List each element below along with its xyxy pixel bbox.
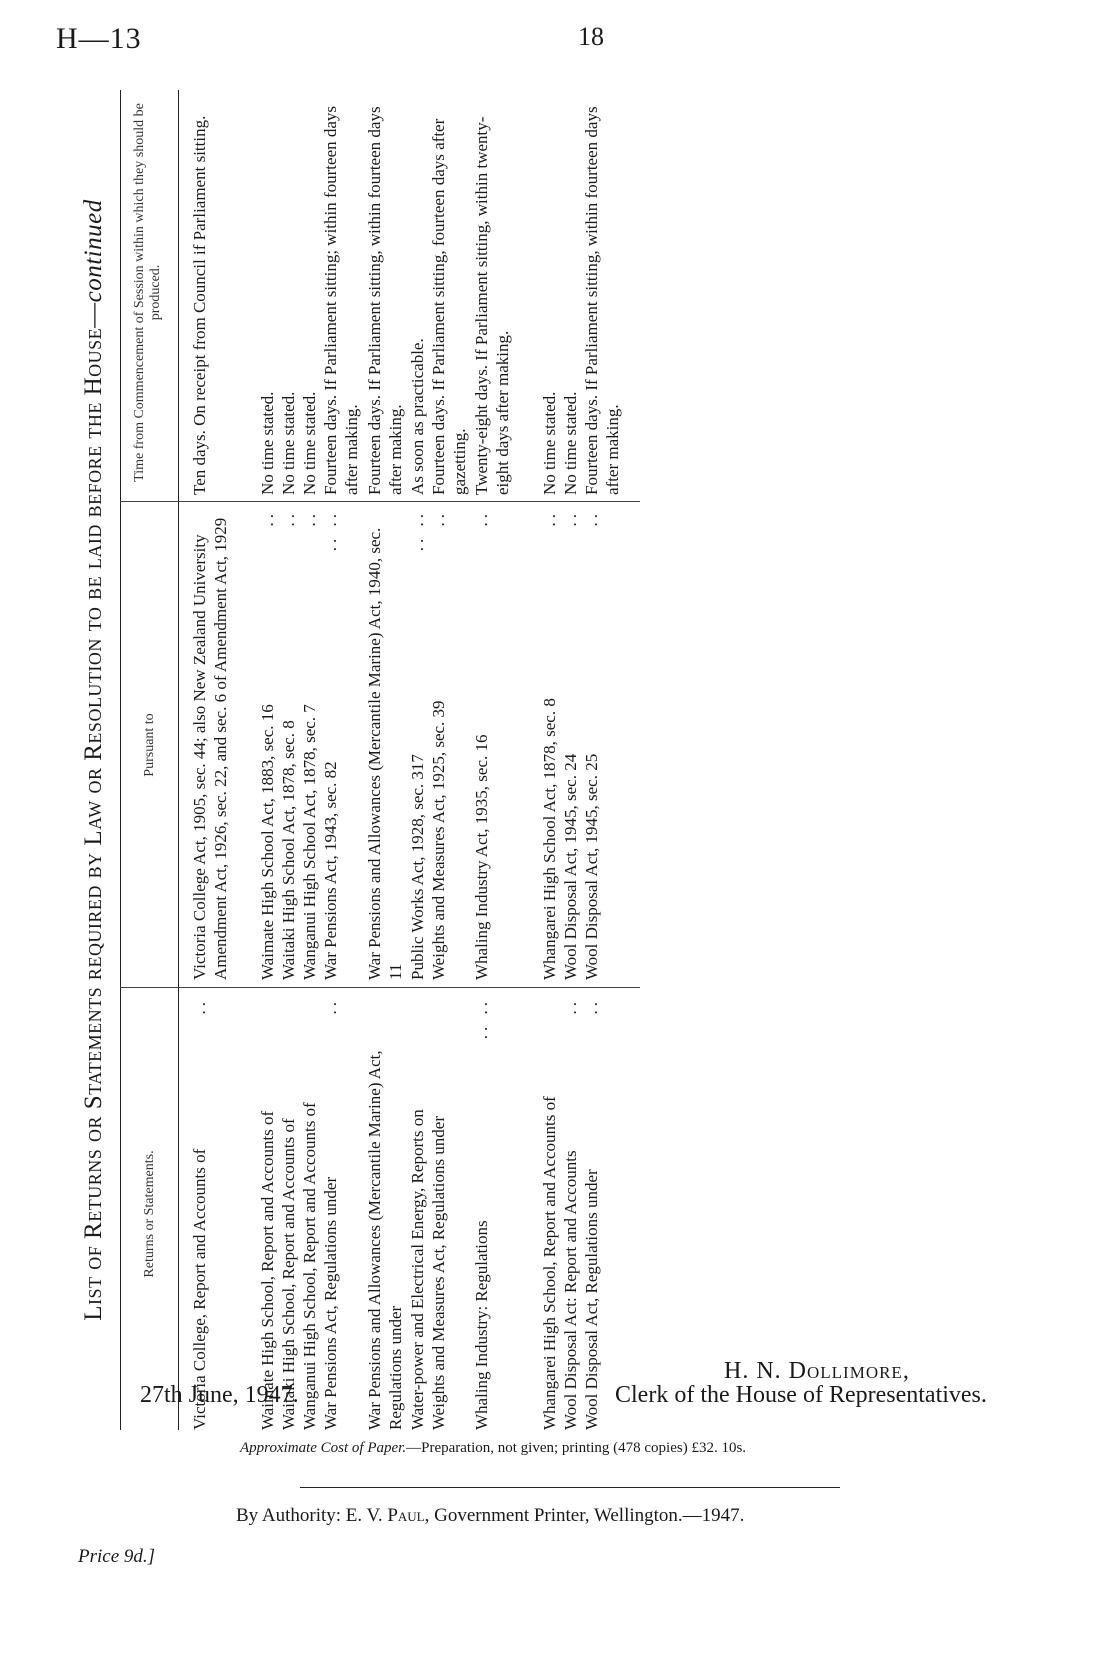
returns-cell: Waimate High School, Report and Accounts of — [258, 1110, 277, 1430]
pursuant-cell: Wool Disposal Act, 1945, sec. 25 .. — [582, 510, 601, 980]
page-number: 18 — [578, 22, 604, 51]
time-cell: Fourteen days. If Parliament sitting; within fourteen days after making. — [321, 105, 361, 495]
returns-cell: Victoria College, Report and Accounts of .. — [190, 998, 209, 1430]
header-bottom-rule — [178, 90, 179, 1430]
pursuant-cell: War Pensions and Allowances (Mercantile Marine) Act, 1940, sec. 11 — [365, 527, 405, 980]
pursuant-cell: Waimate High School Act, 1883, sec. 16 .. — [258, 510, 277, 980]
table-title: List of Returns or Statements required by Law or Resolution to be laid before the House—continued — [80, 199, 107, 1321]
col-header-time: Time from Commencement of Session within which they should be produced. — [132, 103, 163, 482]
document-date: 27th June, 1947. — [140, 1382, 299, 1408]
pursuant-cell: Whangarei High School Act, 1878, sec. 8 .. — [540, 510, 559, 980]
time-cell: As soon as practicable. — [408, 338, 427, 495]
returns-cell: Whaling Industry: Regulations .. .. — [472, 998, 491, 1430]
column-divider — [120, 501, 640, 502]
cost-note: Approximate Cost of Paper.—Preparation, not given; printing (478 copies) £32. 10s. — [240, 1440, 747, 1456]
pursuant-cell: Victoria College Act, 1905, sec. 44; also New Zealand University Amendment Act, 1926, sec. 22, and sec. 6 of Amendment Act, 1929 — [190, 517, 230, 980]
returns-cell: Wool Disposal Act: Report and Accounts .. — [561, 998, 580, 1430]
time-cell: No time stated. — [540, 391, 559, 495]
returns-cell: War Pensions Act, Regulations under .. — [321, 998, 340, 1430]
time-cell: Fourteen days. If Parliament sitting, fourteen days after gazetting. — [429, 118, 469, 495]
pursuant-cell: Wanganui High School Act, 1878, sec. 7 .. — [300, 510, 319, 980]
time-cell: No time stated. — [258, 391, 277, 495]
time-cell: No time stated. — [561, 391, 580, 495]
pursuant-cell: Whaling Industry Act, 1935, sec. 16 .. — [472, 510, 491, 980]
returns-cell: Whangarei High School, Report and Accounts of — [540, 1096, 559, 1430]
col-header-returns: Returns or Statements. — [142, 1150, 157, 1278]
time-cell: Ten days. On receipt from Council if Parliament sitting. — [190, 115, 209, 495]
returns-table — [80, 90, 660, 1430]
printer-authority: By Authority: E. V. Paul, Government Printer, Wellington.—1947. — [236, 1505, 745, 1526]
column-divider — [120, 987, 640, 988]
returns-cell: Water-power and Electrical Energy, Reports on — [408, 1109, 427, 1430]
pursuant-cell: Weights and Measures Act, 1925, sec. 39 .. — [429, 510, 448, 980]
returns-cell: War Pensions and Allowances (Mercantile Marine) Act, Regulations under — [365, 1050, 405, 1430]
document-code: H—13 — [56, 22, 142, 55]
returns-cell: Waitaki High School, Report and Accounts of — [279, 1118, 298, 1430]
table-top-rule — [120, 90, 121, 1430]
pursuant-cell: Wool Disposal Act, 1945, sec. 24 .. — [561, 510, 580, 980]
price-note: Price 9d.] — [78, 1546, 156, 1567]
pursuant-cell: Waitaki High School Act, 1878, sec. 8 .. — [279, 510, 298, 980]
time-cell: Fourteen days. If Parliament sitting, within fourteen days after making. — [365, 106, 405, 495]
footer-rule — [300, 1487, 840, 1488]
time-cell: No time stated. — [279, 391, 298, 495]
time-cell: No time stated. — [300, 391, 319, 495]
signatory-name: H. N. Dollimore, — [724, 1358, 910, 1384]
time-cell: Fourteen days. If Parliament sitting, within fourteen days after making. — [582, 106, 622, 495]
col-header-pursuant: Pursuant to — [142, 713, 157, 777]
returns-cell: Wanganui High School, Report and Accounts of — [300, 1102, 319, 1430]
returns-cell: Wool Disposal Act, Regulations under .. — [582, 998, 601, 1430]
returns-cell: Weights and Measures Act, Regulations under — [429, 1115, 448, 1430]
signatory-title: Clerk of the House of Representatives. — [615, 1382, 987, 1408]
time-cell: Twenty-eight days. If Parliament sitting, within twenty-eight days after making. — [472, 116, 512, 495]
pursuant-cell: Public Works Act, 1928, sec. 317 .. .. — [408, 510, 427, 980]
pursuant-cell: War Pensions Act, 1943, sec. 82 .. .. — [321, 510, 340, 980]
